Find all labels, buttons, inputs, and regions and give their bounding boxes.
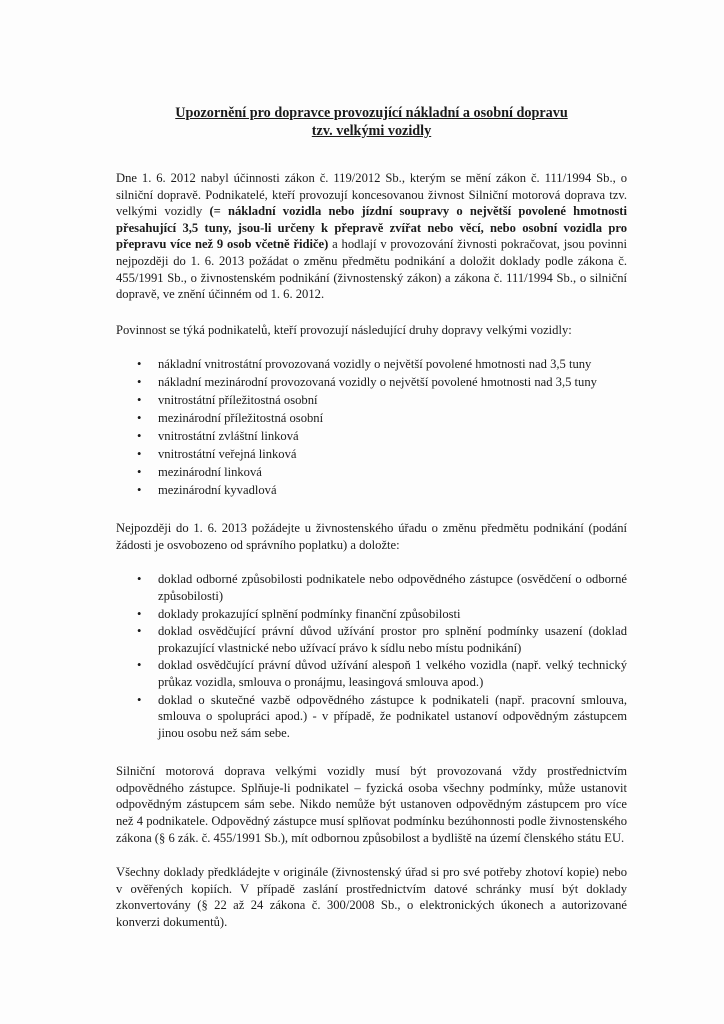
bullet: • bbox=[137, 658, 142, 673]
document-body bbox=[116, 104, 627, 931]
intro-paragraph bbox=[116, 170, 627, 303]
list-item bbox=[137, 482, 627, 499]
list-item bbox=[137, 571, 627, 604]
bullet: • bbox=[137, 572, 142, 587]
bullet: • bbox=[137, 428, 142, 443]
list-item bbox=[137, 356, 627, 373]
list-item bbox=[137, 623, 627, 656]
list-item bbox=[137, 392, 627, 409]
representative-paragraph: Silniční motorová doprava velkými vozidly musí být provozovaná vždy prostřednictvím odpovědného zástupce. Splňuje-li podnikatel – fyzická osoba všechny podmínky, může ustanovit odpovědným zástupcem sám sebe. Nikdo nemůže být ustanoven odpovědným zástupcem pro více než 4 podnikatele. Odpovědný zástupce musí splňovat podmínku bezúhonnosti podle živnostenského zákona (§ 6 zák. č. 455/1991 Sb.), mít odbornou způsobilost a bydliště na území členského státu EU. bbox=[116, 764, 627, 845]
bullet: • bbox=[137, 357, 142, 372]
list-item bbox=[137, 692, 627, 742]
list-item-text: doklad osvědčující právní důvod užívání prostor pro splnění podmínky usazení (doklad prokazující vlastnické nebo užívací právo k sídlu nebo místu podnikání) bbox=[158, 624, 627, 655]
list-item-text: vnitrostátní veřejná linková bbox=[158, 446, 297, 461]
list-item bbox=[137, 464, 627, 481]
bullet: • bbox=[137, 624, 142, 639]
bullet: • bbox=[137, 606, 142, 621]
list-item-text: vnitrostátní zvláštní linková bbox=[158, 428, 299, 443]
bullet: • bbox=[137, 375, 142, 390]
bullet: • bbox=[137, 411, 142, 426]
list-item-text: mezinárodní kyvadlová bbox=[158, 482, 277, 497]
list-item-text: doklad odborné způsobilosti podnikatele nebo odpovědného zástupce (osvědčení o odborné způsobilosti) bbox=[158, 572, 627, 603]
bullet: • bbox=[137, 692, 142, 707]
required-documents-list bbox=[116, 571, 627, 741]
title-line-2: tzv. velkými vozidly bbox=[311, 123, 432, 139]
intro-text-end: a hodlají v provozování živnosti pokračovat, jsou povinni nejpozději do 1. 6. 2013 požádat o změnu předmětu podnikání a doložit doklady podle zákona č. 455/1991 Sb., o živnostenském podnikání (živnostenský zákon) a zákona č. 111/1994 Sb., o silniční dopravě, ve znění účinném od 1. 6. 2012. bbox=[116, 237, 628, 302]
scope-paragraph: Povinnost se týká podnikatelů, kteří provozují následující druhy dopravy velkými vozidly: bbox=[116, 322, 572, 337]
intro-bold-definition: (= nákladní vozidla nebo jízdní soupravy o největší povolené hmotnosti přesahující 3,5 tuny, jsou-li určeny k přepravě zvířat nebo věcí, nebo osobní vozidla pro přepravu více než 9 osob včetně řidiče) bbox=[116, 204, 627, 252]
list-item-text: doklad osvědčující právní důvod užívání alespoň 1 velkého vozidla (např. velký technický průkaz vozidla, smlouva o pronájmu, leasingová smlouva apod.) bbox=[158, 658, 627, 689]
title-line-1: Upozornění pro dopravce provozující nákladní a osobní dopravu bbox=[175, 105, 568, 121]
list-item bbox=[137, 410, 627, 427]
list-item-text: nákladní vnitrostátní provozovaná vozidly o největší povolené hmotnosti nad 3,5 tuny bbox=[158, 357, 592, 372]
list-item bbox=[137, 657, 627, 690]
bullet: • bbox=[137, 446, 142, 461]
document-title bbox=[116, 104, 627, 140]
transport-types-list bbox=[116, 356, 627, 498]
originals-paragraph: Všechny doklady předkládejte v originále (živnostenský úřad si pro své potřeby zhotoví kopie) nebo v ověřených kopiích. V případě zaslání prostřednictvím datové schránky musí být doklady zkonvertovány (§ 22 až 24 zákona č. 300/2008 Sb., o elektronických úkonech a autorizované konverzi dokumentů). bbox=[116, 865, 627, 930]
list-item-text: vnitrostátní příležitostná osobní bbox=[158, 393, 318, 408]
intro-text-start: Dne 1. 6. 2012 nabyl účinnosti zákon č. 119/2012 Sb., kterým se mění zákon č. 111/1994 Sb., o silniční dopravě. Podnikatelé, kteří provozují koncesovanou živnost Silniční motorová doprava tzv. velkými vozidly bbox=[116, 171, 627, 219]
list-item-text: mezinárodní linková bbox=[158, 464, 262, 479]
list-item bbox=[137, 446, 627, 463]
bullet: • bbox=[137, 464, 142, 479]
list-item-text: mezinárodní příležitostná osobní bbox=[158, 411, 324, 426]
list-item-text: doklady prokazující splnění podmínky finanční způsobilosti bbox=[158, 606, 461, 621]
list-item bbox=[137, 606, 627, 623]
bullet: • bbox=[137, 482, 142, 497]
list-item-text: nákladní mezinárodní provozovaná vozidly o největší povolené hmotnosti nad 3,5 tuny bbox=[158, 375, 597, 390]
request-paragraph: Nejpozději do 1. 6. 2013 požádejte u živnostenského úřadu o změnu předmětu podnikání (podání žádosti je osvobozeno od správního poplatku) a doložte: bbox=[116, 521, 627, 552]
list-item-text: doklad o skutečné vazbě odpovědného zástupce k podnikateli (např. pracovní smlouva, smlouva o spolupráci apod.) - v případě, že podnikatel ustanoví odpovědným zástupcem jinou osobu než sám sebe. bbox=[158, 692, 627, 740]
list-item bbox=[137, 374, 627, 391]
list-item bbox=[137, 428, 627, 445]
bullet: • bbox=[137, 393, 142, 408]
